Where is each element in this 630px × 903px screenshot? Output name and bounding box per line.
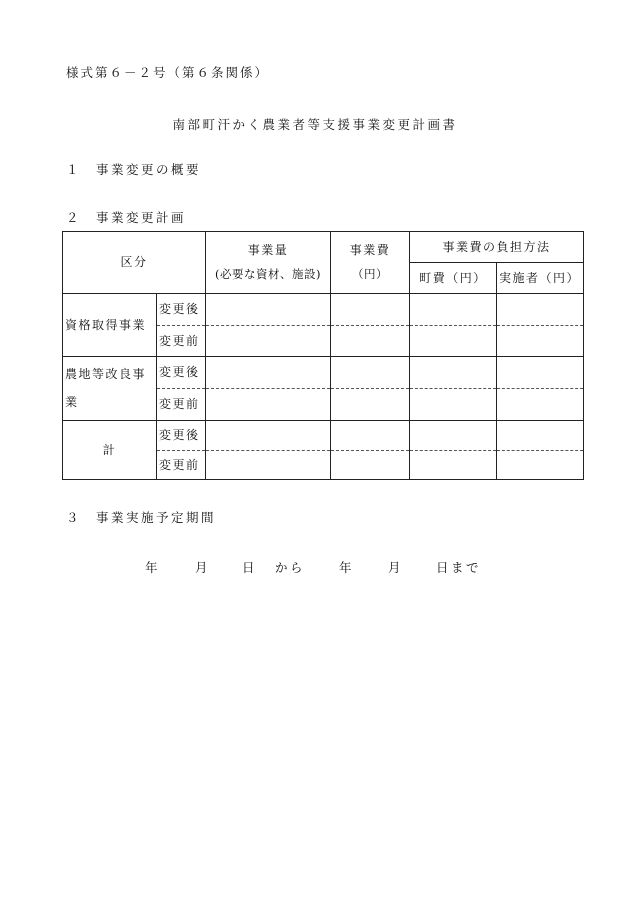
- cell-quantity: [206, 357, 331, 389]
- change-plan-table: [62, 231, 584, 480]
- cell-town: [410, 421, 497, 451]
- cell-cost: [331, 421, 410, 451]
- cell-town: [410, 389, 497, 421]
- cell-town: [410, 326, 497, 357]
- cell-implementer: [497, 294, 584, 326]
- cell-cost: [331, 294, 410, 326]
- period-month-start: 月: [195, 560, 211, 575]
- section-label: 事業変更の概要: [96, 162, 202, 177]
- period-from: から: [275, 560, 306, 575]
- group-name-total: 計: [63, 421, 157, 480]
- section-period-heading: [66, 512, 216, 525]
- cell-quantity: [206, 294, 331, 326]
- cell-quantity: [206, 451, 331, 480]
- period-day-until: 日まで: [436, 560, 482, 575]
- group-name: 農地等改良事業: [63, 357, 157, 421]
- change-before-label: 変更前: [157, 326, 206, 357]
- header-cost-label: 事業費: [349, 243, 391, 258]
- cell-implementer: [497, 357, 584, 389]
- header-cost-unit: （円）: [352, 266, 389, 281]
- section-plan-heading: [66, 212, 186, 225]
- header-burden: 事業費の負担方法: [410, 232, 584, 263]
- cell-implementer: [497, 451, 584, 480]
- change-before-label: 変更前: [157, 451, 206, 480]
- cell-quantity: [206, 389, 331, 421]
- cell-implementer: [497, 389, 584, 421]
- cell-cost: [331, 451, 410, 480]
- change-after-label: 変更後: [157, 421, 206, 451]
- cell-implementer: [497, 421, 584, 451]
- section-number: ２: [66, 210, 79, 225]
- cell-cost: [331, 389, 410, 421]
- header-category: 区分: [63, 232, 206, 294]
- header-town: 町費（円）: [410, 263, 497, 294]
- form-number: 様式第６－２号（第６条関係）: [66, 65, 270, 80]
- cell-implementer: [497, 326, 584, 357]
- section-label: 事業実施予定期間: [96, 510, 217, 525]
- section-label: 事業変更計画: [96, 210, 187, 225]
- cell-quantity: [206, 326, 331, 357]
- header-quantity: [206, 232, 331, 294]
- header-implementer: 実施者（円）: [497, 263, 584, 294]
- period-year-end: 年: [339, 560, 355, 575]
- period-year-start: 年: [145, 560, 161, 575]
- cell-cost: [331, 326, 410, 357]
- change-after-label: 変更後: [157, 294, 206, 326]
- header-quantity-label: 事業量: [247, 243, 289, 258]
- header-cost: [331, 232, 410, 294]
- section-number: ３: [66, 510, 79, 525]
- cell-town: [410, 451, 497, 480]
- cell-town: [410, 294, 497, 326]
- period-day-start: 日: [242, 560, 258, 575]
- cell-cost: [331, 357, 410, 389]
- group-name: 資格取得事業: [63, 294, 157, 357]
- change-after-label: 変更後: [157, 357, 206, 389]
- period-month-end: 月: [388, 560, 404, 575]
- change-before-label: 変更前: [157, 389, 206, 421]
- cell-town: [410, 357, 497, 389]
- section-overview-heading: [66, 164, 201, 177]
- section-number: １: [66, 162, 79, 177]
- header-quantity-sub: (必要な資材、施設): [215, 266, 321, 281]
- cell-quantity: [206, 421, 331, 451]
- document-title: 南部町汗かく農業者等支援事業変更計画書: [172, 117, 458, 132]
